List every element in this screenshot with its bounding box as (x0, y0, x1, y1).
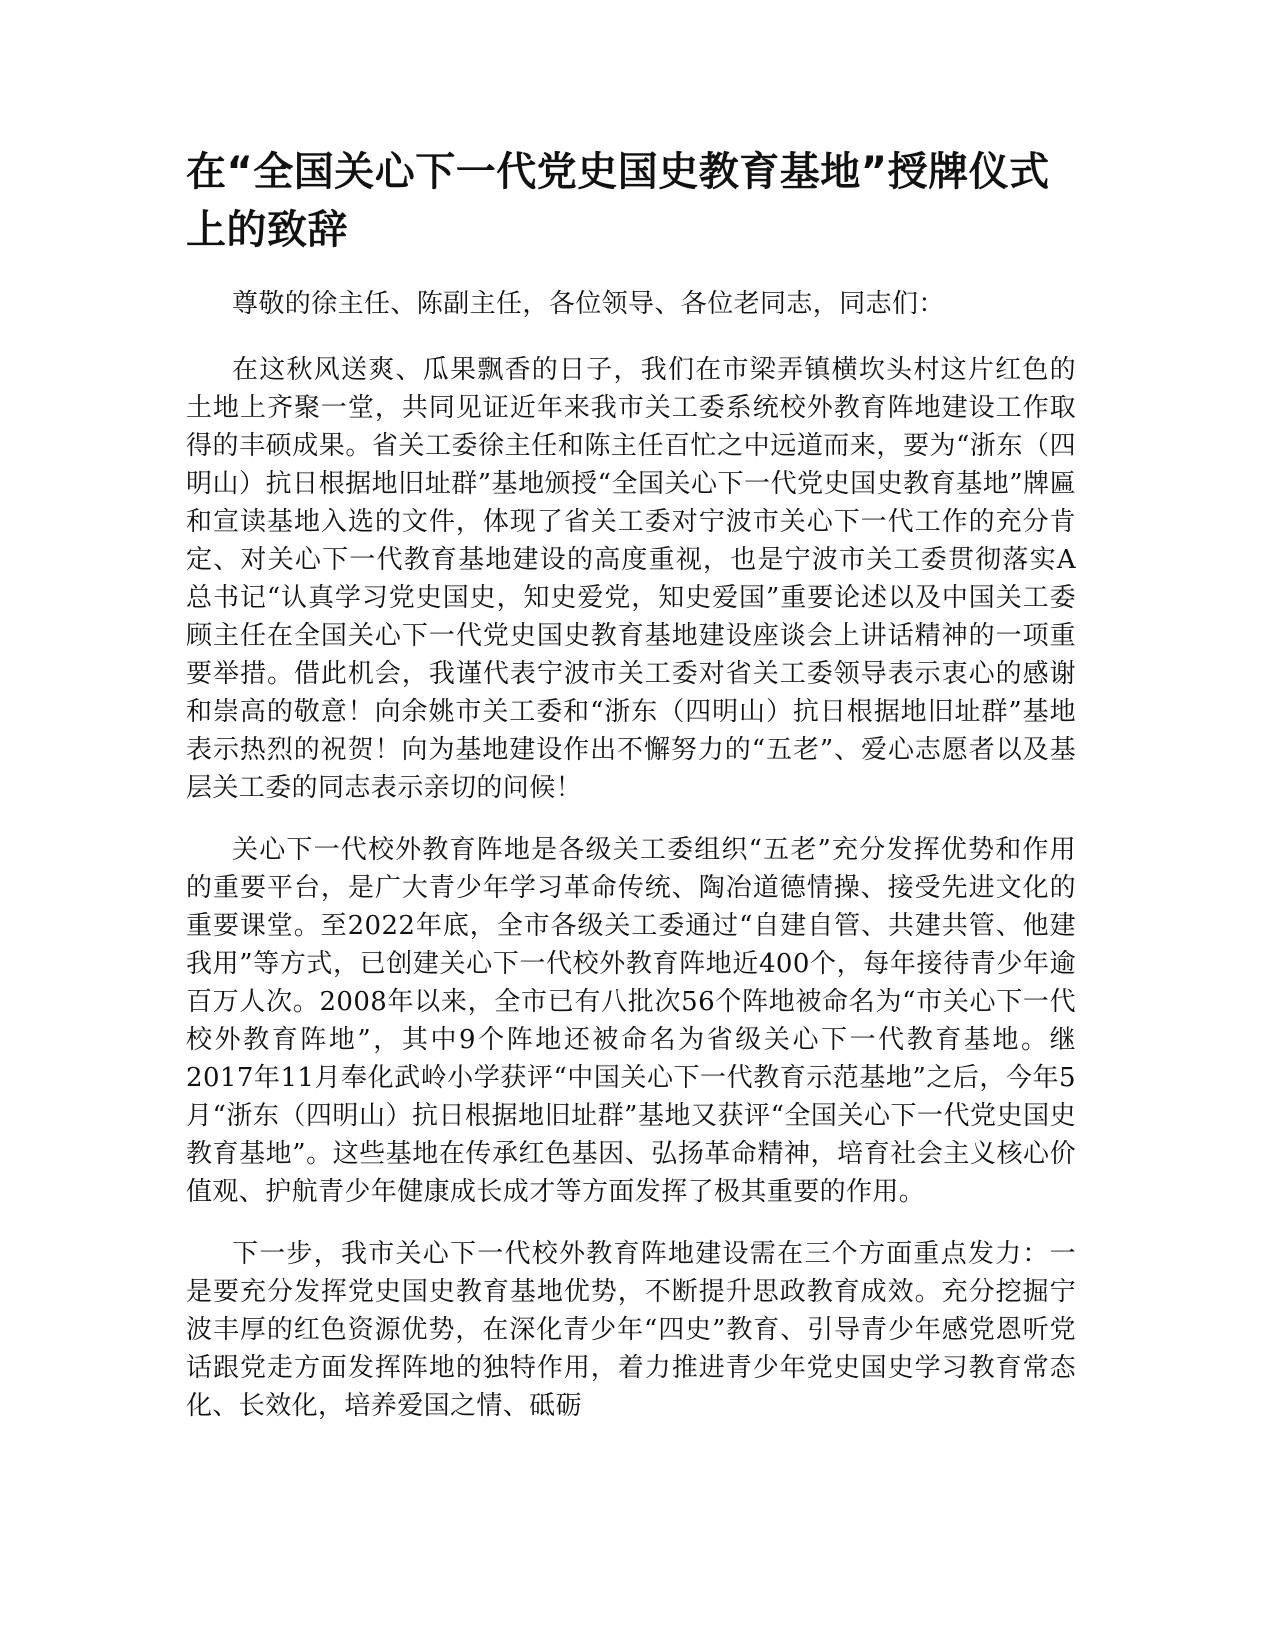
salutation: 尊敬的徐主任、陈副主任，各位领导、各位老同志，同志们： (232, 289, 945, 319)
paragraph-1: 在这秋风送爽、瓜果飘香的日子，我们在市梁弄镇横坎头村这片红色的土地上齐聚一堂，共同见证近年来我市关工委系统校外教育阵地建设工作取得的丰硕成果。省关工委徐主任和陈主任百忙之中远道而来，要为“浙东（四明山）抗日根据地旧址群”基地颁授“全国关心下一代党史国史教育基地”牌匾和宣读基地入选的文件，体现了省关工委对宁波市关心下一代工作的充分肯定、对关心下一代教育基地建设的高度重视，也是宁波市关工委贯彻落实A总书记“认真学习党史国史，知史爱党，知史爱国”重要论述以及中国关工委顾主任在全国关心下一代党史国史教育基地建设座谈会上讲话精神的一项重要举措。借此机会，我谨代表宁波市关工委对省关工委领导表示衷心的感谢和崇高的敬意！向余姚市关工委和“浙东（四明山）抗日根据地旧址群”基地表示热烈的祝贺！向为基地建设作出不懈努力的“五老”、爱心志愿者以及基层关工委的同志表示亲切的问候！ (186, 355, 1076, 803)
document-body (186, 143, 1076, 1425)
paragraph-2: 关心下一代校外教育阵地是各级关工委组织“五老”充分发挥优势和作用的重要平台，是广大青少年学习革命传统、陶冶道德情操、接受先进文化的重要课堂。至2022年底，全市各级关工委通过“自建自管、共建共管、他建我用”等方式，已创建关心下一代校外教育阵地近400个，每年接待青少年逾百万人次。2008年以来，全市已有八批次56个阵地被命名为“市关心下一代校外教育阵地”，其中9个阵地还被命名为省级关心下一代教育基地。继2017年11月奉化武岭小学获评“中国关心下一代教育示范基地”之后，今年5月“浙东（四明山）抗日根据地旧址群”基地又获评“全国关心下一代党史国史教育基地”。这些基地在传承红色基因、弘扬革命精神，培育社会主义核心价值观、护航青少年健康成长成才等方面发挥了极其重要的作用。 (186, 835, 1076, 1207)
document-title: 在“全国关心下一代党史国史教育基地”授牌仪式上的致辞 (186, 149, 1050, 253)
paragraph-3: 下一步，我市关心下一代校外教育阵地建设需在三个方面重点发力：一是要充分发挥党史国史教育基地优势，不断提升思政教育成效。充分挖掘宁波丰厚的红色资源优势，在深化青少年“四史”教育、引导青少年感党恩听党话跟党走方面发挥阵地的独特作用，着力推进青少年党史国史学习教育常态化、长效化，培养爱国之情、砥砺 (186, 1239, 1076, 1421)
